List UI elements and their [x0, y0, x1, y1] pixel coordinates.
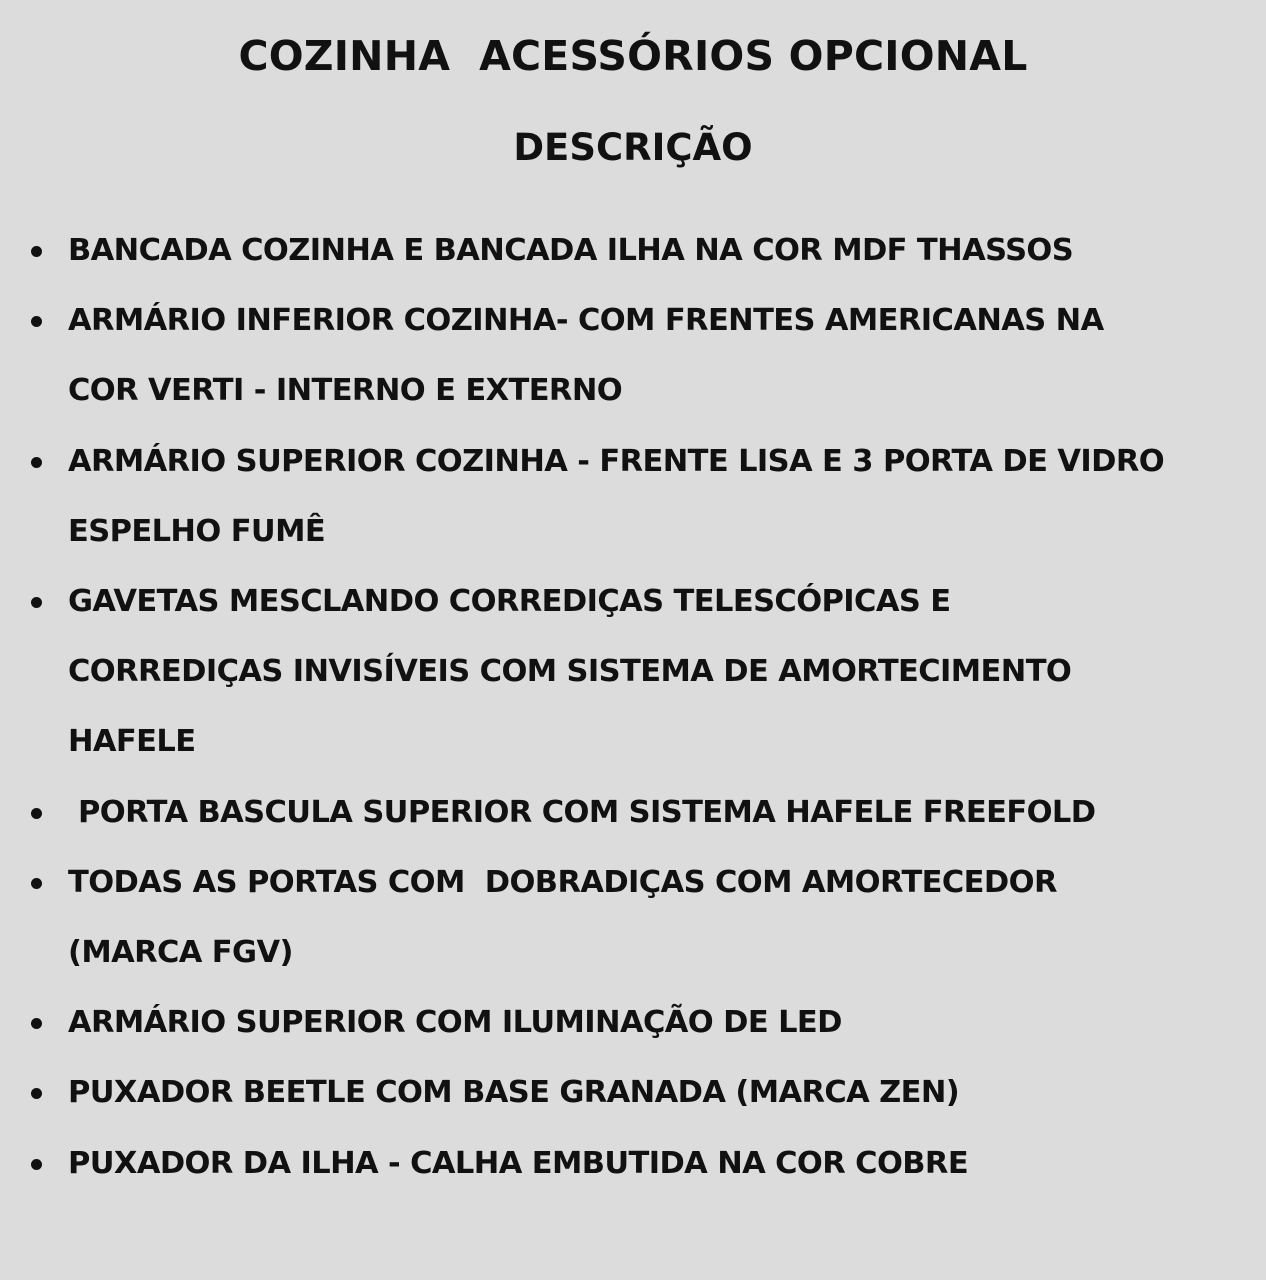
bullet-icon — [31, 1018, 42, 1029]
list-item — [0, 848, 1266, 988]
list-item — [0, 778, 1266, 848]
bullet-icon — [31, 246, 42, 257]
list-item-text: ARMÁRIO SUPERIOR COM ILUMINAÇÃO DE LED — [68, 1005, 842, 1041]
list-item-text: BANCADA COZINHA E BANCADA ILHA NA COR MDF THASSOS — [68, 233, 1074, 268]
section-heading-descricao: DESCRIÇÃO — [513, 126, 753, 169]
list-item — [0, 1129, 1266, 1199]
bullet-icon — [31, 597, 42, 608]
page-title: COZINHA ACESSÓRIOS OPCIONAL — [238, 32, 1028, 80]
bullet-icon — [31, 1088, 42, 1099]
list-item-text: ARMÁRIO INFERIOR COZINHA- COM FRENTES AMERICANAS NA COR VERTI - INTERNO E EXTERNO — [68, 303, 1104, 409]
list-item-text: TODAS AS PORTAS COM DOBRADIÇAS COM AMORTECEDOR (MARCA FGV) — [68, 864, 1057, 971]
list-item — [0, 988, 1266, 1058]
list-item-text: PORTA BASCULA SUPERIOR COM SISTEMA HAFELE FREEFOLD — [68, 794, 1096, 830]
bullet-icon — [31, 1159, 42, 1170]
bullet-icon — [31, 808, 42, 819]
list-item — [0, 286, 1266, 426]
bullet-icon — [31, 878, 42, 889]
list-item-text: ARMÁRIO SUPERIOR COZINHA - FRENTE LISA E 3 PORTA DE VIDRO ESPELHO FUMÊ — [68, 443, 1165, 549]
list-item-text: PUXADOR BEETLE COM BASE GRANADA (MARCA ZEN) — [68, 1075, 960, 1111]
list-item — [0, 216, 1266, 286]
list-item-text: PUXADOR DA ILHA - CALHA EMBUTIDA NA COR COBRE — [68, 1145, 969, 1181]
list-item — [0, 427, 1266, 567]
list-item — [0, 567, 1266, 778]
accessory-list — [0, 216, 1266, 1199]
bullet-icon — [31, 457, 42, 468]
list-item — [0, 1058, 1266, 1128]
bullet-icon — [31, 316, 42, 327]
list-item-text: GAVETAS MESCLANDO CORREDIÇAS TELESCÓPICAS E CORREDIÇAS INVISÍVEIS COM SISTEMA DE AMORTECIMENTO HAFELE — [68, 584, 1072, 760]
